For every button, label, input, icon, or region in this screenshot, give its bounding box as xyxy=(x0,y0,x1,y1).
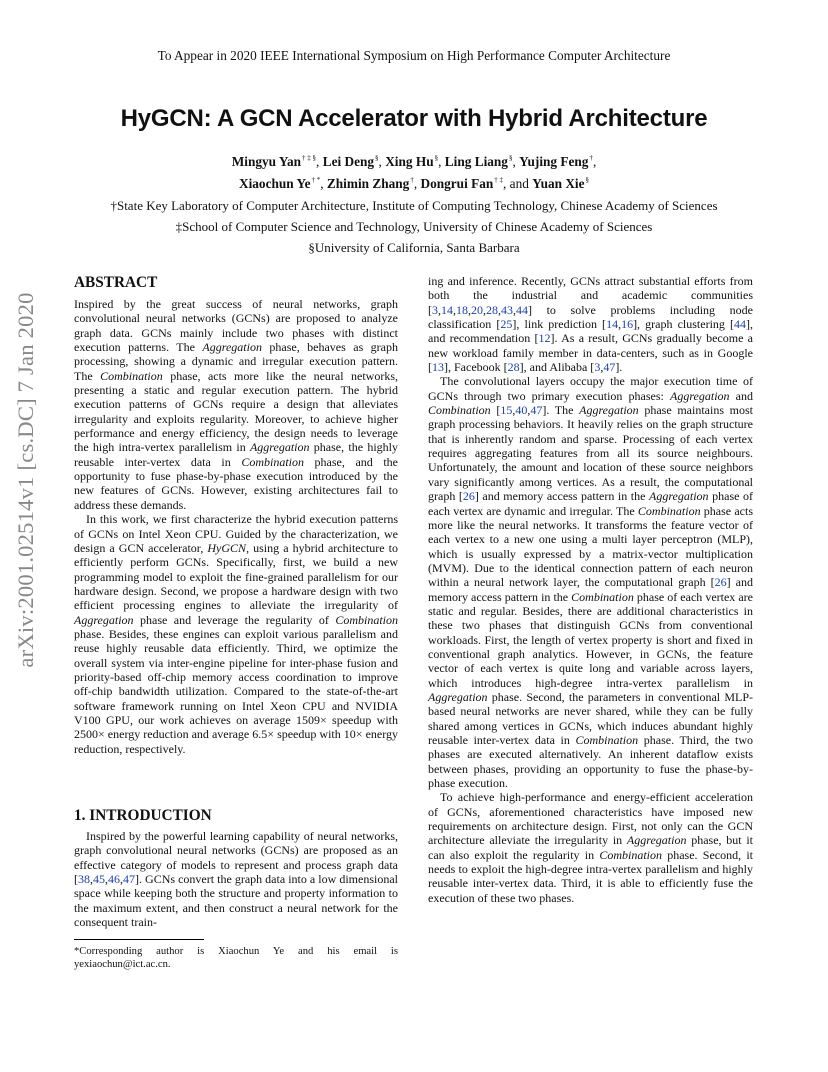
arxiv-stamp: arXiv:2001.02514v1 [cs.DC] 7 Jan 2020 xyxy=(13,292,38,668)
intro-paragraph-1: Inspired by the powerful learning capability of neural networks, graph convolutional neural networks (GCNs) are proposed as an effective category of models to represent and process graph data [38,45,46,47]. GCNs convert the graph data into a low dimensional space while keeping both the structure and property information to the maximum extent, and then construct a neural network for the consequent train- xyxy=(74,829,398,930)
venue-header: To Appear in 2020 IEEE International Symposium on High Performance Computer Architecture xyxy=(157,48,671,63)
affiliation-2: ‡School of Computer Science and Technology, University of Chinese Academy of Sciences xyxy=(175,219,653,234)
introduction-heading: 1. INTRODUCTION xyxy=(74,807,212,824)
intro-paragraph-3: To achieve high-performance and energy-efficient acceleration of GCNs, aforementioned characteristics have imposed new requirements on architecture design. First, not only can the GCN architecture alleviate the irregularity in Aggregation phase, but it can also exploit the regularity in Combination phase. Second, it needs to exploit the high-degree intra-vertex parallelism and highly reusable inter-vertex data. Third, it is able to efficiently fuse the execution of these two phases. xyxy=(428,790,753,905)
abstract-paragraph-1: Inspired by the great success of neural networks, graph convolutional neural networks (GCNs) are proposed to analyze graph data. GCNs mainly include two phases with distinct execution patterns. The Aggregation phase, behaves as graph processing, showing a dynamic and irregular execution pattern. The Combination phase, acts more like the neural networks, presenting a static and regular execution pattern. The hybrid execution patterns of GCNs require a design that alleviates irregularity and exploits regularity. Moreover, to achieve higher performance and energy efficiency, the design needs to leverage the high intra-vertex parallelism in Aggregation phase, the highly reusable inter-vertex data in Combination phase, and the opportunity to fuse phase-by-phase execution introduced by the new features of GCNs. However, existing architectures fail to address these demands. xyxy=(74,297,399,512)
paper-title: HyGCN: A GCN Accelerator with Hybrid Architecture xyxy=(120,105,708,132)
abstract-heading: ABSTRACT xyxy=(74,274,158,291)
footnote: *Corresponding author is Xiaochun Ye and his email is yexiaochun@ict.ac.cn. xyxy=(74,946,398,970)
authors-line-1: Mingyu Yan† ‡ §, Lei Deng§, Xing Hu§, Ling Liang§, Yujing Feng†, xyxy=(231,154,597,169)
affiliation-3: §University of California, Santa Barbara xyxy=(308,240,520,255)
authors-line-2: Xiaochun Ye† *, Zhimin Zhang†, Dongrui Fan† ‡, and Yuan Xie§ xyxy=(238,176,590,191)
abstract-paragraph-2: In this work, we first characterize the hybrid execution patterns of GCNs on Intel Xeon CPU. Guided by the characterization, we design a GCN accelerator, HyGCN, using a hybrid architecture to efficiently perform GCNs. Specifically, first, we build a new programming model to exploit the fine-grained parallelism for our hardware design. Second, we propose a hardware design with two efficient processing engines to alleviate the irregularity of Aggregation phase and leverage the regularity of Combination phase. Besides, these engines can exploit various parallelism and reuse highly reusable data efficiently. Third, we optimize the overall system via inter-engine pipeline for inter-phase fusion and priority-based off-chip memory access coordination to improve off-chip bandwidth utilization. Compared to the state-of-the-art software framework running on Intel Xeon CPU and NVIDIA V100 GPU, our work achieves on average 1509× speedup with 2500× energy reduction and average 6.5× speedup with 10× energy reduction, respectively. xyxy=(74,512,398,756)
footnote-rule xyxy=(74,939,204,940)
affiliation-1: †State Key Laboratory of Computer Architecture, Institute of Computing Technology, Chinese Academy of Sciences xyxy=(110,198,718,213)
intro-left xyxy=(74,829,398,929)
left-column xyxy=(74,297,398,756)
intro-paragraph-1-cont: ing and inference. Recently, GCNs attract substantial efforts from both the industrial and academic communities [3,14,18,20,28,43,44] to solve problems including node classification [25], link prediction [14,16], graph clustering [44], and recommendation [12]. As a result, GCNs gradually become a new workload family member in data-centers, such as in Google [13], Facebook [28], and Alibaba [3,47]. xyxy=(428,274,754,375)
right-column xyxy=(428,274,753,905)
intro-paragraph-2: The convolutional layers occupy the major execution time of GCNs through two primary execution phases: Aggregation and Combination [15,40,47]. The Aggregation phase maintains most graph processing behaviors. It heavily relies on the graph structure that is inherently random and sparse. Processing of each vertex requires aggregating features from all its source neighbours. Unfortunately, the amount and location of these source neighbors vary significantly among vertices. As a result, the computational graph [26] and memory access pattern in the Aggregation phase of each vertex are dynamic and irregular. The Combination phase acts more like the neural networks. It transforms the feature vector of each vertex to a new one using a multi layer perceptron (MLP), which is usually expressed by a matrix-vector multiplication (MVM). Due to the identical connection pattern of each neuron within a neural network layer, the computational graph [26] and memory access pattern in the Combination phase of each vertex are static and regular. Besides, there are additional characteristics in these two phases that distinguish GCNs from conventional workloads. First, the length of vertex property is short and fixed in conventional graph analytics. However, in GCNs, the feature vector of each vertex is quite long and variable across layers, which introduces high-degree intra-vertex parallelism in Aggregation phase. Second, the parameters in conventional MLP-based neural networks are never shared, while they can be fully shared among vertices in GCNs, which induces abundant highly reusable inter-vertex data in Combination phase. Third, the two phases are executed alternatively. An inherent dataflow exists between phases, providing an opportunity to fuse the phase-by-phase execution. xyxy=(428,374,754,791)
